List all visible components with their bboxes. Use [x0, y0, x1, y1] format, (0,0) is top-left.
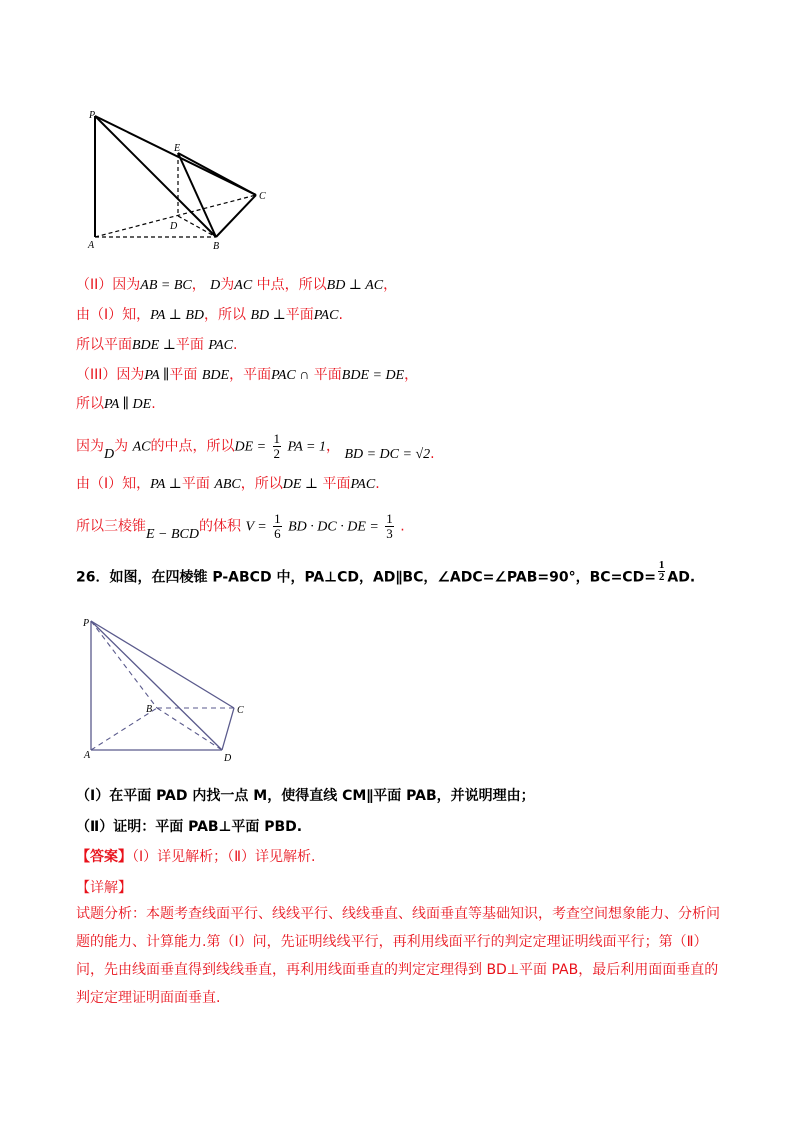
question-26-part-2: （Ⅱ）证明：平面 PAB⊥平面 PBD.: [76, 819, 303, 835]
s3-line4: 由（I）知，PA ⊥平面 ABC，所以DE ⊥ 平面PAC.: [76, 476, 380, 492]
answer-line: 【答案】（Ⅰ）详见解析；（Ⅱ）详见解析.: [76, 849, 316, 865]
fraction-one-half-q: $\frac{1}{2}$: [658, 559, 665, 583]
s3-line3: 因为D为 AC的中点，所以DE = $\frac{1}{2}$ PA = 1， BD = DC = √2.: [76, 431, 435, 462]
detail-text: 试题分析：本题考查线面平行、线线平行、线线垂直、线面垂直等基础知识，考查空间想象能力、分析问题的能力、计算能力.第（Ⅰ）问，先证明线线平行，再利用线面平行的判定定理证明线面平行；第（Ⅱ）问，先由线面垂直得到线线垂直，再利用线面垂直的判定定理得到 BD⊥平面 PAB，最后利用面面垂直的判定定理证明面面垂直.: [76, 906, 720, 1006]
s3-line5: 所以三棱锥E − BCD的体积 V = $\frac{1}{6}$ BD · DC · DE = $\frac{1}{3}$ .: [76, 511, 405, 542]
s2-line2: 由（I）知，PA ⊥ BD，所以 BD ⊥平面PAC.: [76, 307, 343, 323]
s3-line2: 所以PA ∥ DE.: [76, 396, 156, 412]
s2-line1: （II）因为AB = BC， D为AC 中点，所以BD ⊥ AC，: [76, 277, 398, 293]
label-C2: C: [237, 705, 244, 716]
label-D2: D: [224, 753, 232, 762]
label-A: A: [88, 240, 95, 251]
pyramid-figure-2: [80, 612, 255, 762]
label-A2: A: [84, 750, 91, 761]
label-C: C: [259, 191, 266, 202]
s3-line1: （III）因为PA ∥平面 BDE，平面PAC ∩ 平面BDE = DE，: [76, 367, 419, 383]
fraction-one-half: $\frac{1}{2}$: [273, 431, 281, 461]
fraction-one-third: $\frac{1}{3}$: [386, 511, 393, 541]
label-E: E: [174, 143, 181, 154]
question-26-part-1: （Ⅰ）在平面 PAD 内找一点 M，使得直线 CM∥平面 PAB，并说明理由；: [76, 788, 535, 804]
s2-line3: 所以平面BDE ⊥平面 PAC.: [76, 337, 238, 353]
label-B: B: [213, 241, 220, 252]
label-B2: B: [146, 704, 153, 715]
question-26: 26．如图，在四棱锥 P-ABCD 中，PA⊥CD，AD∥BC，∠ADC=∠PAB=90°，BC=CD= $\frac{1}{2}$ AD.: [76, 559, 696, 586]
label-P2: P: [83, 618, 90, 629]
detail-tag: 【详解】: [76, 880, 132, 896]
label-D: D: [170, 221, 178, 232]
label-P: P: [89, 110, 96, 121]
pyramid-figure-1: [86, 104, 276, 254]
fraction-one-sixth: $\frac{1}{6}$: [274, 511, 281, 541]
